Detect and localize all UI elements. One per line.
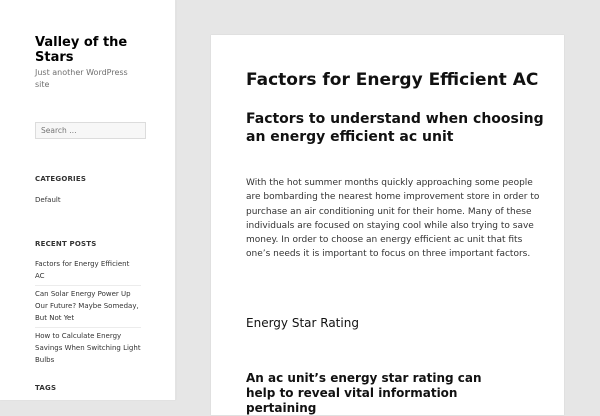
section-heading: Energy Star Rating <box>246 316 359 330</box>
article-paragraph: With the hot summer months quickly approaching some people are bombarding the nearest home improvement store in order to purchase an air conditioning unit for their home. Many of these individuals are focused on staying cool while also trying to save money. In order to choose an energy efficient ac unit that fits one’s needs it is important to focus on three important factors. <box>246 178 540 260</box>
category-link-default[interactable]: Default <box>35 196 61 204</box>
article-title: Factors for Energy Efficient AC <box>246 70 539 90</box>
tags-widget-title: TAGS <box>35 384 57 392</box>
recent-post-link[interactable]: Can Solar Energy Power Up Our Future? Maybe Someday, But Not Yet <box>35 285 141 327</box>
sidebar <box>0 0 176 400</box>
recent-post-link[interactable]: How to Calculate Energy Savings When Switching Light Bulbs <box>35 327 141 369</box>
site-description: Just another WordPress site <box>35 68 128 89</box>
site-title-link[interactable]: Valley of the Stars <box>35 35 128 65</box>
recent-post-link[interactable]: Factors for Energy Efficient AC <box>35 260 130 280</box>
recent-posts-list <box>35 258 141 369</box>
search-input[interactable] <box>35 122 146 139</box>
categories-widget-title: CATEGORIES <box>35 175 87 183</box>
recent-posts-widget-title: RECENT POSTS <box>35 240 97 248</box>
article-card <box>211 35 564 415</box>
article-subtitle: Factors to understand when choosing an energy efficient ac unit <box>246 111 544 145</box>
section-subheading: An ac unit’s energy star rating can help to reveal vital information pertaining <box>246 371 482 415</box>
